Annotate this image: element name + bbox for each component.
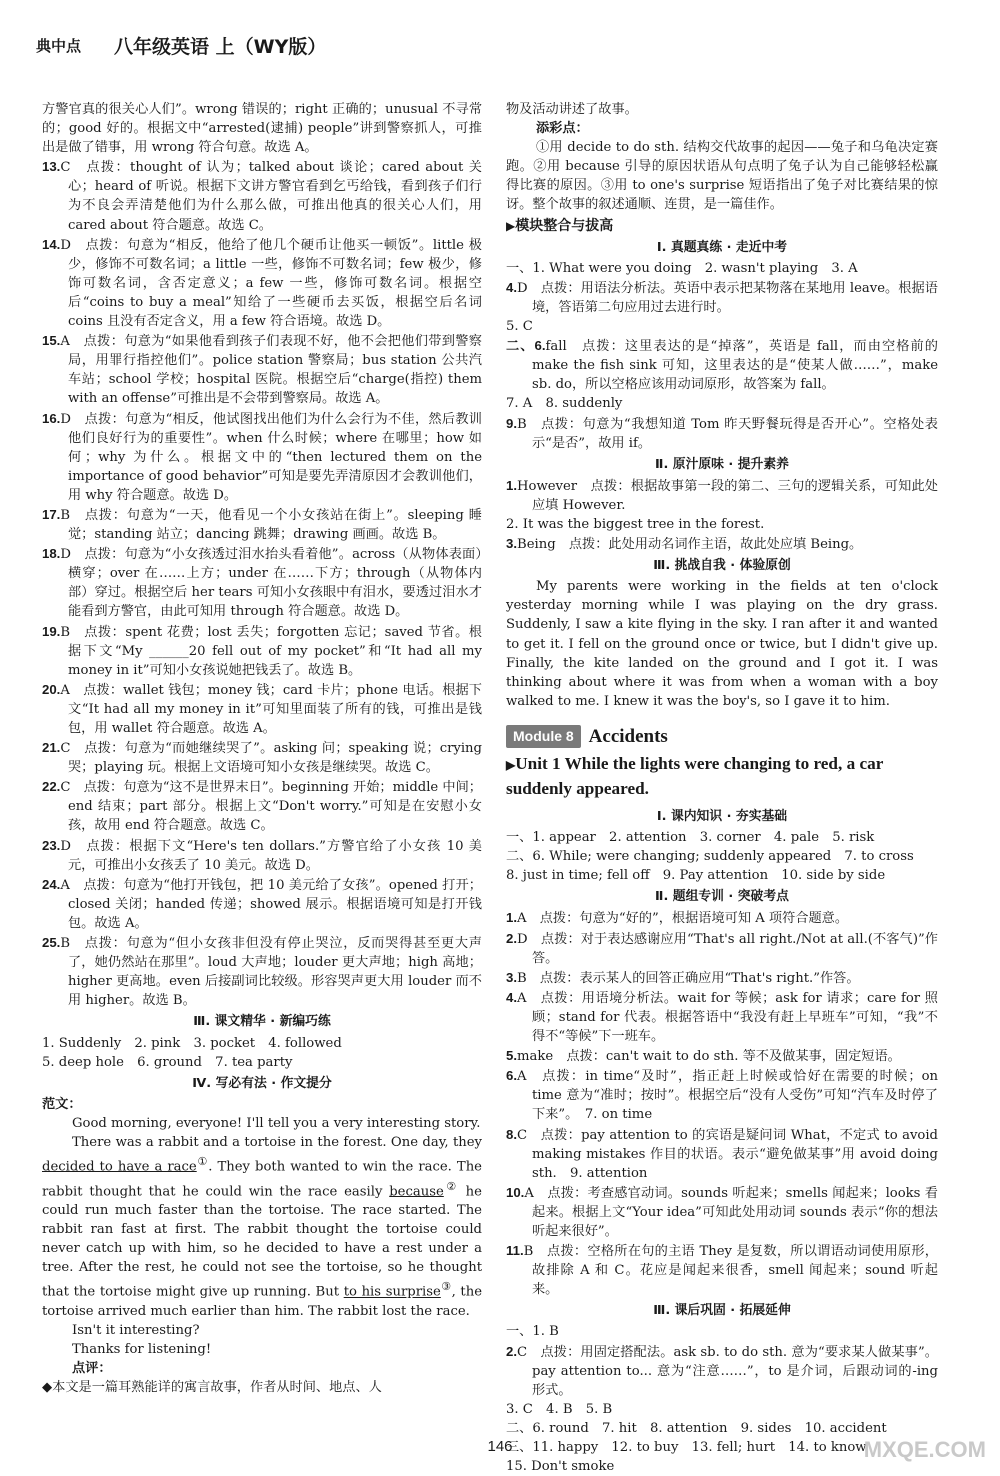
answer-c10: 10.A 点拨：考查感官动词。sounds 听起来；smells 闻起来；looks 看起来。根据上文“Your idea”可知此处用动词 sounds 表示“你的想法听起来很好”。 [506, 1184, 938, 1239]
unit-title: ▶Unit 1 While the lights were changing to red, a car suddenly appeared. [506, 754, 884, 798]
watermark: MXQE.COM [863, 1437, 986, 1462]
comment-text: ◆本文是一篇耳熟能详的寓言故事，作者从时间、地点、人 [42, 1380, 382, 1396]
unit-section-2: Ⅱ. 题组专训 · 突破考点 [655, 889, 789, 905]
answer-continued: 方警官真的很关心人们”。wrong 错误的；right 正确的；unusual 不寻常的；good 好的。根据文中“arrested(逮捕) people”讲到警察抓人，可推出是做了错事，用 wrong 符合句意。故选 A。 [42, 102, 482, 156]
answer-r9: 9.B 点拨：句意为“我想知道 Tom 昨天野餐玩得是否开心”。空格处表示“是否”，故用 if。 [506, 415, 938, 451]
section3-answers-a: 1. Suddenly 2. pink 3. pocket 4. followed [42, 1035, 342, 1051]
answer-c3: 3.B 点拨：表示某人的回答正确应用“That's right.”作答。 [506, 969, 860, 986]
answer-21: 21.C 点拨：句意为“而她继续哭了”。asking 问；speaking 说；crying 哭；playing 玩。根据上文语境可知小女孩是继续哭。故选 C。 [42, 740, 482, 776]
section-heading-3: Ⅲ. 课文精华 · 新编巧练 [193, 1014, 331, 1030]
answer-16: 16.D 点拨：句意为“相反，他试图找出他们为什么会行为不佳，然后教训他们良好行为的重要性”。when 什么时候；where 在哪里；how 如何；why 为什么。根据文中的“then lectured them on the importance of good behavior”可知是要先弄清原因才会教训他们，用 why 符合题意。故选 D。 [42, 410, 482, 503]
right-column [506, 100, 938, 1476]
unit-answers-3: 8. just in time; fell off 9. Pay attention 10. side by side [506, 868, 886, 884]
page-number: 146 [487, 1438, 513, 1455]
answer-b1: 1.However 点拨：根据故事第一段的第二、三句的逻辑关系，可知此处应填 However. [506, 477, 938, 513]
answers-1-3: 一、1. What were you doing 2. wasn't playing 3. A [506, 260, 858, 276]
essay-question: Isn't it interesting? [72, 1322, 200, 1338]
answer-19: 19.B 点拨：spent 花费；lost 丢失；forgotten 忘记；saved 节省。根据下文“My ______20 fell out of my pocket”和“It had all my money in it”可知小女孩说她把钱丢了。故选 B。 [42, 623, 482, 678]
essay-thanks: Thanks for listening! [72, 1342, 212, 1358]
triangle-icon: ▶ [506, 218, 516, 233]
comment-label: 点评： [72, 1361, 112, 1377]
answer-b3: 3.Being 点拨：此处用动名词作主语，故此处应填 Being。 [506, 536, 863, 553]
answer-d2: 2.C 点拨：用固定搭配法。ask sb. to do sth. 意为“要求某人做某事”。pay attention to... 意为“注意……”，to 是介词，后跟动词的-ing 形式。 [506, 1343, 938, 1398]
answer-22: 22.C 点拨：句意为“这不是世界末日”。beginning 开始；middle 中间；end 结束；part 部分。根据上文“Don't worry.”可知是在安慰小女孩，故用 end 符合题意。故选 C。 [42, 779, 482, 834]
answer-c11: 11.B 点拨：空格所在句的主语 They 是复数，所以谓语动词使用原形，故排除 A 和 C。花应是闻起来很香，smell 闻起来；sound 听起来。 [506, 1243, 938, 1298]
answers-d5: 三、11. happy 12. to buy 13. fell; hurt 14. to know [506, 1440, 867, 1455]
left-column [42, 100, 482, 1397]
answer-25: 25.B 点拨：句意为“但小女孩非但没有停止哭泣，反而哭得甚至更大声了，她仍然站在那里”。loud 大声地；louder 更大声地；high 高地；higher 更高地。even 后接副词比较级。形容哭声更大用 louder 而不用 higher。故选 B。 [42, 935, 482, 1009]
essay-greeting: Good morning, everyone! I'll tell you a very interesting story. [72, 1115, 481, 1131]
module-integration-heading: ▶模块整合与拔高 [506, 217, 614, 234]
logo-text: 典中点 [36, 37, 82, 55]
answers-d3: 3. C 4. B 5. B [506, 1401, 613, 1417]
module-title [506, 725, 938, 748]
module-name: Accidents [588, 725, 668, 747]
highlights-label: 添彩点： [536, 121, 589, 137]
answers-r7-8: 7. A 8. suddenly [506, 396, 623, 412]
answer-14: 14.D 点拨：句意为“相反，他给了他几个硬币让他买一顿饭”。little 极少，修饰不可数名词；a little 一些，修饰不可数名词；few 极少，修饰可数名词，含否定意义；a few 一些，修饰可数名词。根据空后“coins to buy a meal”知给了一些硬币去买饭，根据空后名词 coins 且没有否定含义，用 a few 符合语境。故选 D。 [42, 236, 482, 330]
answer-18: 18.D 点拨：句意为“小女孩透过泪水抬头看着他”。across（从物体表面）横穿；over 在……上方；under 在……下方；through（从物体内部）穿过。根据空后 her tears 可知小女孩眼中有泪水，要透过泪水才能看到方警官，由此可知用 through 符合题意。故选 D。 [42, 546, 482, 620]
answer-c5: 5.make 点拨：can't wait to do sth. 等不及做某事，固定短语。 [506, 1048, 901, 1065]
section-heading-r3: Ⅲ. 挑战自我 · 体验原创 [653, 558, 791, 574]
answer-c8: 8.C 点拨：pay attention to 的宾语是疑问词 What，不定式 to avoid making mistakes 作目的状语。表示“避免做某事”用 avoid doing sth. 9. attention [506, 1126, 938, 1181]
answer-d1: 一、1. B [506, 1324, 559, 1340]
answer-23: 23.D 点拨：根据下文“Here's ten dollars.”方警官给了小女孩 10 美元，可推出小女孩丢了 10 美元。故选 D。 [42, 837, 482, 873]
answer-24: 24.A 点拨：句意为“他打开钱包，把 10 美元给了女孩”。opened 打开；closed 关闭；handed 传递；showed 展示。根据语境可知是打开钱包。故选 A。 [42, 876, 482, 931]
header-title: 八年级英语 上（WY版） [114, 35, 327, 58]
unit-section-1: Ⅰ. 课内知识 · 夯实基础 [656, 809, 788, 824]
unit-section-3: Ⅲ. 课后巩固 · 拓展延伸 [653, 1303, 791, 1319]
page-header [36, 28, 326, 62]
answers-d4: 二、6. round 7. hit 8. attention 9. sides 10. accident [506, 1420, 887, 1436]
comment-continued: 物及活动讲述了故事。 [506, 102, 638, 117]
section-heading-4: Ⅳ. 写必有法 · 作文提分 [192, 1075, 332, 1091]
answer-20: 20.A 点拨：wallet 钱包；money 钱；card 卡片；phone 电话。根据下文“It had all my money in it”可知里面装了所有的钱，可推出是钱包，用 wallet 符合题意。故选 A。 [42, 681, 482, 736]
answer-r5: 5. C [506, 319, 533, 335]
unit-answers-1: 一、1. appear 2. attention 3. corner 4. pale 5. risk [506, 830, 875, 846]
answer-15: 15.A 点拨：句意为“如果他看到孩子们表现不好，他不会把他们带到警察局，用罪行指控他们”。police station 警察局；bus station 公共汽车站；school 学校；hospital 医院。根据空后“charge(指控) them with an offense”可推出是不会带到警察局。故选 A。 [42, 333, 482, 407]
answer-r4: 4.D 点拨：用语法分析法。英语中表示把某物落在某地用 leave。根据语境，答语第二句应用过去进行时。 [506, 279, 938, 315]
answer-c4: 4.A 点拨：用语境分析法。wait for 等候；ask for 请求；care for 照顾；stand for 代表。根据答语中“我没有赶上早班车”可知，“我”不得不“等候”下一班车。 [506, 989, 938, 1045]
section-heading-r2: Ⅱ. 原汁原味 · 提升素养 [655, 456, 789, 472]
section3-answers-b: 5. deep hole 6. ground 7. tea party [42, 1054, 293, 1070]
book-logo [36, 29, 106, 61]
answer-c1: 1.A 点拨：句意为“好的”，根据语境可知 A 项符合题意。 [506, 910, 849, 927]
answer-b2: 2. It was the biggest tree in the forest. [506, 516, 765, 532]
answers-d6: 15. Don't smoke [506, 1459, 615, 1475]
highlights-text: ①用 decide to do sth. 结构交代故事的起因——兔子和乌龟决定赛跑。②用 because 引导的原因状语从句点明了兔子认为自己能够轻松赢得比赛的原因。③用 to one's surprise 短语指出了兔子对比赛结果的惊讶。整个故事的叙述通顺、连贯，是一篇佳作。 [506, 140, 938, 213]
module-badge: Module 8 [506, 725, 581, 748]
sample-essay-label: 范文： [42, 1096, 82, 1112]
answer-c2: 2.D 点拨：对于表达感谢应用“That's all right./Not at all.(不客气)”作答。 [506, 930, 938, 966]
essay-body: There was a rabbit and a tortoise in the forest. One day, they decided to have a race①. They both wanted to win the race. The rabbit thought that he could win the race easily because② he could run much faster than the tortoise. The race started. The rabbit ran fast at first. The rabbit thought the tortoise could never catch up with him, so he decided to have a rest under a tree. After the rest, he could not see the tortoise, so he thought that the tortoise might give up running. But to his surprise③, the tortoise arrived much earlier than him. The rabbit lost the race. [42, 1134, 482, 1319]
original-story: My parents were working in the fields at ten o'clock yesterday morning while I was playing on the dry grass. Suddenly, I saw a kite flying in the sky. I ran after it and wanted to get it. I fell on the ground once or twice, but I didn't give up. Finally, the kite landed on the ground and I got it. I was thinking about where it was from when a woman with a boy walked to me. I knew it was the boy's, so I gave it to him. [506, 579, 938, 709]
section-heading-r1: Ⅰ. 真题真练 · 走近中考 [656, 239, 788, 255]
answer-13: 13.C 点拨：thought of 认为；talked about 谈论；cared about 关心；heard of 听说。根据下文讲方警官看到乞丐给钱，看到孩子们行为不良会弄清楚他们为什么那么做，可推出他真的很关心人们，用 cared about 符合题意。故选 C。 [42, 159, 482, 233]
triangle-icon: ▶ [506, 758, 516, 772]
answer-r6: 二、6.fall 点拨：这里表达的是“掉落”，英语是 fall，而由空格前的 make the fish sink 可知，这里表达的是“使某人做……”，make sb. do，所以空格应该用动词原形，故答案为 fall。 [506, 338, 938, 393]
answer-17: 17.B 点拨：句意为“一天，他看见一个小女孩站在街上”。sleeping 睡觉；standing 站立；dancing 跳舞；drawing 画画。故选 B。 [42, 506, 482, 543]
answer-c6: 6.A 点拨：in time“及时”，指正赶上时候或恰好在需要的时候；on time 意为“准时；按时”。根据空后“没有人受伤”可知“汽车及时停了下来”。 7. on time [506, 1068, 938, 1123]
unit-answers-2: 二、6. While; were changing; suddenly appeared 7. to cross [506, 849, 914, 865]
